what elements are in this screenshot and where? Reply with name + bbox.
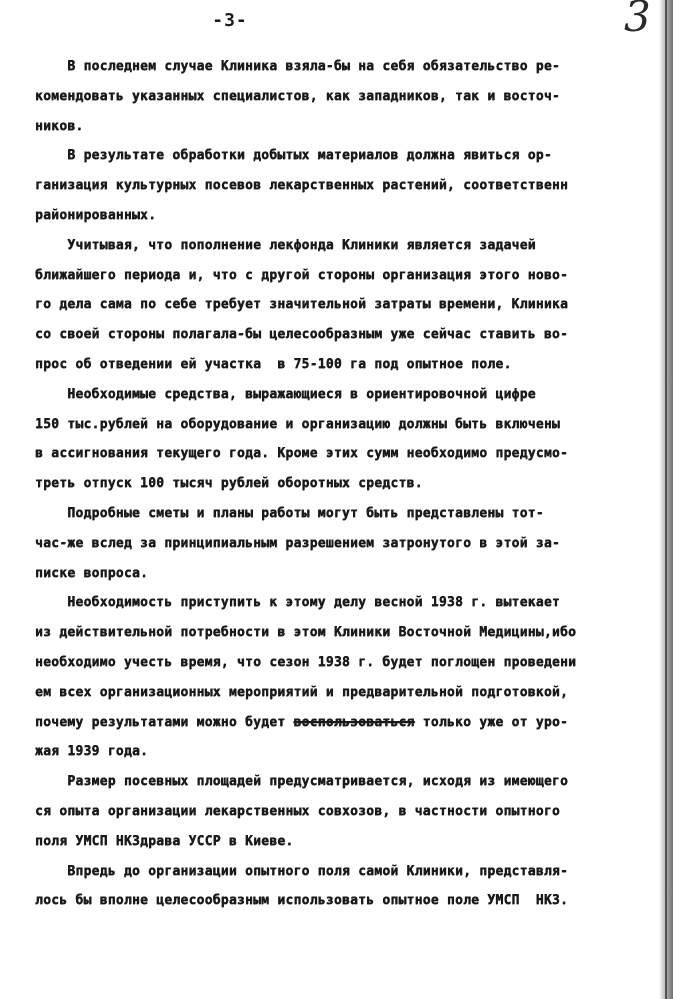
text-line: Необходимость приступить к этому делу весной 1938 г. вытекает	[35, 595, 560, 611]
text-line: Необходимые средства, выражающиеся в ориентировочной цифре	[35, 386, 536, 402]
text-line: В последнем случае Клиника взяла-бы на себя обязательство ре-	[35, 59, 560, 74]
text-line: ников.	[35, 118, 84, 134]
text-line: Впредь до организации опытного поля самой Клиники, представля-	[35, 863, 569, 879]
text-line: ближайшего периода и, что с другой стороны организация этого ново-	[35, 267, 569, 283]
text-line: жая 1939 года.	[35, 744, 149, 760]
text-line: в ассигнования текущего года. Кроме этих сумм необходимо предусмо-	[35, 446, 569, 462]
text-line: 150 тыс.рублей на оборудование и организацию должны быть включены	[35, 416, 560, 432]
text-line: лось бы вполне целесообразным использовать опытное поле УМСП НКЗ.	[35, 893, 569, 909]
text-line: Учитывая, что пополнение лекфонда Клиники является задачей	[35, 237, 536, 253]
text-line: час-же вслед за принципиальным разрешением затронутого в этой за-	[35, 535, 560, 551]
text-line: со своей стороны полагала-бы целесообразным уже сейчас ставить во-	[35, 327, 569, 343]
document-body	[35, 52, 665, 916]
text-line: ганизация культурных посевов лекарственных растений, соответственн	[35, 178, 569, 194]
text-fragment: только уже от уро-	[414, 714, 569, 730]
text-line: ем всех организационных мероприятий и предварительной подготовкой,	[35, 684, 569, 700]
page-edge-line	[665, 0, 667, 999]
text-line: поля УМСП НКЗдрава УССР в Киеве.	[35, 833, 294, 849]
text-line: необходимо учесть время, что сезон 1938 г. будет поглощен проведени	[35, 654, 577, 670]
text-line: Подробные сметы и планы работы могут быть представлены тот-	[35, 505, 544, 521]
text-line: из действительной потребности в этом Клиники Восточной Медицины,ибо	[35, 625, 577, 641]
text-line: Размер посевных площадей предусматривается, исходя из имеющего	[35, 774, 569, 790]
text-line: треть отпуск 100 тысяч рублей оборотных средств.	[35, 476, 423, 492]
text-line: го дела сама по себе требует значительной затраты времени, Клиника	[35, 297, 569, 313]
text-fragment: почему результатами можно будет	[35, 714, 294, 730]
page-number: -3-	[212, 10, 248, 31]
text-line-with-strikethrough	[35, 708, 665, 738]
text-line: прос об отведении ей участка в 75-100 га под опытное поле.	[35, 356, 512, 372]
text-line: ся опыта организации лекарственных совхозов, в частности опытного	[35, 803, 560, 819]
text-line: писке вопроса.	[35, 565, 149, 581]
handwritten-page-number: 3	[624, 0, 651, 41]
text-line: районированных.	[35, 207, 157, 223]
struck-word: воспользоваться	[293, 714, 415, 730]
text-line: комендовать указанных специалистов, как западников, так и восточ-	[35, 88, 560, 104]
text-line: В результате обработки добытых материалов должна явиться ор-	[35, 148, 552, 164]
